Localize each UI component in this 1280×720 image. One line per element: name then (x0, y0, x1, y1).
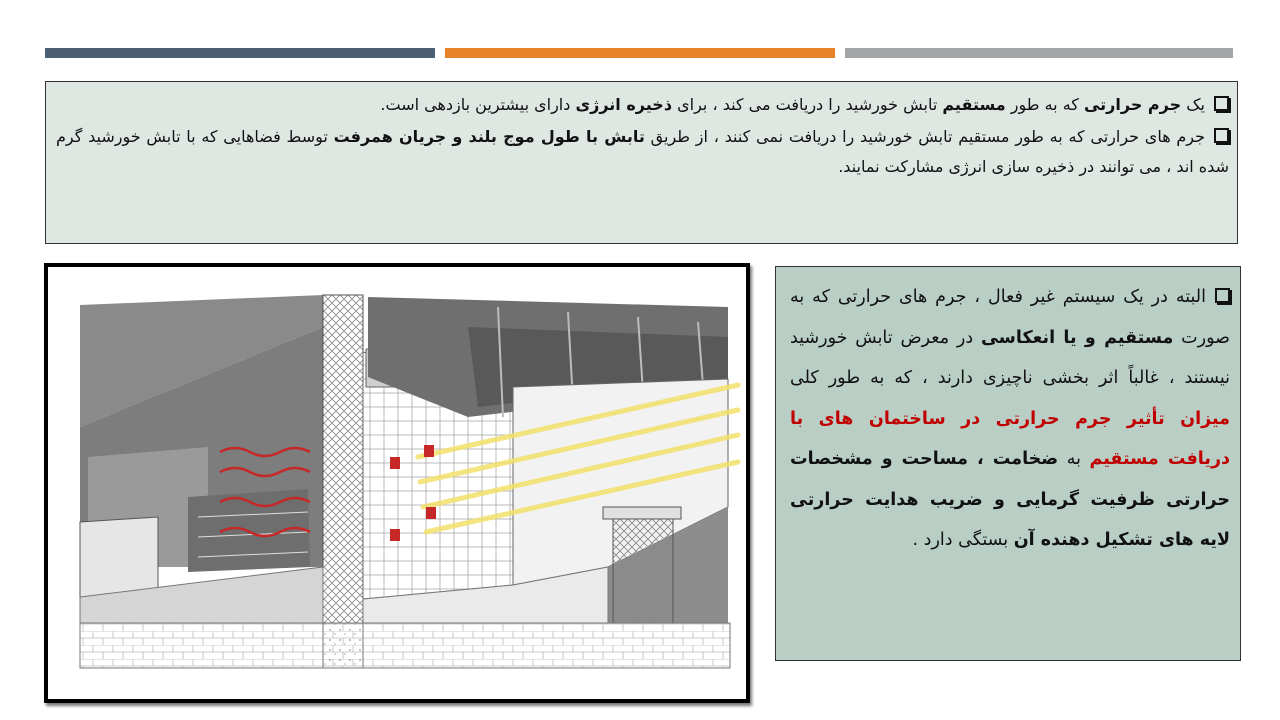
header-bar-segment-slate (45, 48, 435, 58)
bullet-paragraph-1: یک جرم حرارتی که به طور مستقیم تابش خورشید را دریافت می کند ، برای ذخیره انرژی دارای بیشترین بازدهی است. (56, 90, 1229, 120)
explanation-text-box (775, 266, 1241, 661)
building-section-illustration (44, 263, 750, 703)
side-paragraph: البته در یک سیستم غیر فعال ، جرم های حرارتی که به صورت مستقیم و یا انعکاسی در معرض تابش خورشید نیستند ، غالباً اثر بخشی ناچیزی دارند ، که به طور کلی میزان تأثیر جرم حرارتی در ساختمان های با دریافت مستقیم به ضخامت ، مساحت و مشخصات حرارتی ظرفیت گرمایی و ضریب هدایت حرارتی لایه های تشکیل دهنده آن بستگی دارد . (790, 287, 1230, 550)
bullet-paragraph-2: جرم های حرارتی که به طور مستقیم تابش خورشید را دریافت نمی کنند ، از طریق تابش با طول موج بلند و جریان همرفت توسط فضاهایی که با تابش خورشید گرم شده اند ، می توانند در ذخیره سازی انرژی مشارکت نمایند. (56, 127, 1229, 176)
building-section-drawing (48, 267, 746, 699)
square-bullet-icon (1215, 288, 1230, 303)
header-bar-segment-orange (445, 48, 835, 58)
intro-text-box (45, 81, 1238, 244)
square-bullet-icon (1214, 96, 1229, 111)
header-bar-segment-gray (845, 48, 1233, 58)
header-divider-bar (45, 48, 1233, 58)
square-bullet-icon (1214, 128, 1229, 143)
